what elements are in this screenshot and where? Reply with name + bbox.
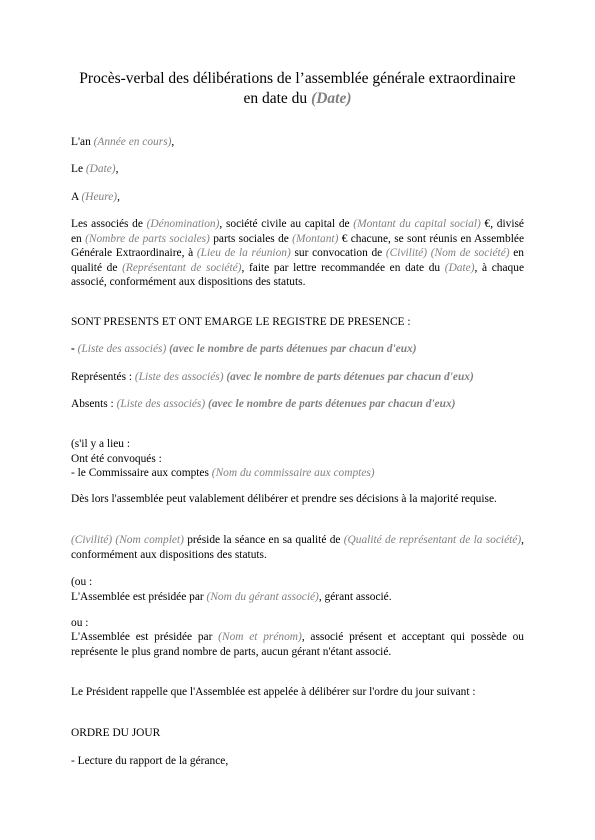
para1-text: , société civile au capital de [219, 218, 354, 230]
gerant-text: L'Assemblée est présidée par [71, 590, 207, 603]
represented-line [71, 370, 524, 385]
president-name-placeholder: (Civilité) (Nom complet) [71, 534, 184, 546]
deliberation-statement: Dès lors l'assemblée peut valablement délibérer et prendre ses décisions à la majorité requise. [71, 493, 497, 505]
para1-text: parts sociales de [209, 232, 293, 245]
presidency-paragraph [71, 533, 524, 562]
time-placeholder: (Heure) [81, 191, 118, 203]
representative-placeholder: (Représentant de société) [122, 261, 242, 274]
present-list-placeholder: (Liste des associés) [77, 343, 167, 355]
auditor-placeholder: (Nom du commissaire aux comptes) [211, 467, 375, 480]
presidency-text: préside la séance en sa qualité de [183, 534, 344, 546]
letter-date-placeholder: (Date) [444, 261, 475, 274]
present-list-line [71, 342, 524, 357]
time-line [71, 190, 524, 205]
agenda-intro: Le Président rappelle que l'Assemblée est appelée à délibérer sur l'ordre du jour suivant : [71, 686, 476, 698]
representative-quality-placeholder: (Qualité de représentant de la société) [343, 534, 522, 546]
para1-text: €, divisé en [71, 218, 524, 245]
absent-line [71, 397, 524, 412]
represented-label: Représentés : [71, 371, 135, 383]
para1-text: , à chaque associé, conformément aux dispositions des statuts. [71, 261, 524, 289]
title-date-placeholder: (Date) [311, 90, 352, 107]
para1-text: , faite par lettre recommandée en date du [241, 261, 445, 274]
time-label: A [71, 191, 82, 203]
para1-text: € chacune, se sont réunis en Assemblée Générale Extraordinaire, à [71, 232, 525, 260]
associate-name-placeholder: (Nom et prénom) [218, 631, 302, 643]
option-associate-paragraph [71, 630, 524, 659]
gerant-text: , gérant associé. [318, 590, 392, 603]
date-placeholder: (Date) [85, 163, 116, 175]
option-or-label: (ou : [71, 576, 93, 588]
year-line [71, 135, 524, 150]
parts-count-placeholder: (Nombre de parts sociales) [85, 232, 210, 245]
denomination-placeholder: (Dénomination) [146, 218, 220, 230]
para1-text: Les associés de [71, 218, 147, 230]
para1-text: en qualité de [71, 247, 524, 274]
absent-list-placeholder: (Liste des associés) [116, 398, 206, 410]
document-title [60, 69, 535, 109]
agenda-item: - Lecture du rapport de la gérance, [71, 755, 229, 767]
auditor-line [71, 466, 524, 481]
time-comma: , [117, 191, 120, 203]
associate-text: L'Assemblée est présidée par [71, 631, 219, 643]
convoked-if-applicable: (s'il y a lieu : [71, 438, 130, 450]
para1-text: sur convocation de [290, 247, 386, 260]
absent-parts-placeholder: (avec le nombre de parts détenues par chacun d'eux) [208, 398, 456, 410]
represented-parts-placeholder: (avec le nombre de parts détenues par chacun d'eux) [226, 371, 474, 383]
year-placeholder: (Année en cours) [93, 136, 172, 148]
presence-heading: SONT PRESENTS ET ONT EMARGE LE REGISTRE DE PRESENCE : [71, 316, 411, 328]
date-line [71, 162, 524, 177]
represented-list-placeholder: (Liste des associés) [134, 371, 224, 383]
present-parts-placeholder: (avec le nombre de parts détenues par chacun d'eux) [169, 343, 417, 355]
date-label: Le [71, 163, 86, 175]
title-line-2 [60, 89, 535, 109]
option-gerant-block [71, 575, 524, 604]
year-label: L'an [71, 136, 94, 148]
gerant-name-placeholder: (Nom du gérant associé) [206, 590, 319, 603]
convoked-block [71, 437, 524, 481]
civility-company-placeholder: (Civilité) (Nom de société) [385, 247, 510, 260]
title-line-1: Procès-verbal des délibérations de l’assemblée générale extraordinaire [79, 70, 516, 87]
absent-label: Absents : [71, 398, 117, 410]
year-comma: , [171, 136, 175, 148]
option-associate-label: ou : [71, 617, 89, 629]
presidency-text: , conformément aux dispositions des statuts. [71, 534, 525, 561]
agenda-heading: ORDRE DU JOUR [71, 727, 161, 739]
amount-placeholder: (Montant) [292, 232, 339, 245]
capital-placeholder: (Montant du capital social) [353, 218, 481, 230]
convoked-label: Ont été convoqués : [71, 452, 162, 465]
location-placeholder: (Lieu de la réunion) [196, 247, 291, 260]
gerant-line [71, 590, 524, 605]
associate-text: , associé présent et acceptant qui possède ou représente le plus grand nombre de parts, aucun gérant n'étant associé. [71, 631, 524, 658]
meeting-paragraph [71, 217, 524, 290]
date-comma: , [115, 163, 119, 175]
title-prefix: en date du [243, 90, 312, 107]
auditor-label: - le Commissaire aux comptes [71, 467, 212, 480]
present-dash: - [71, 343, 78, 355]
